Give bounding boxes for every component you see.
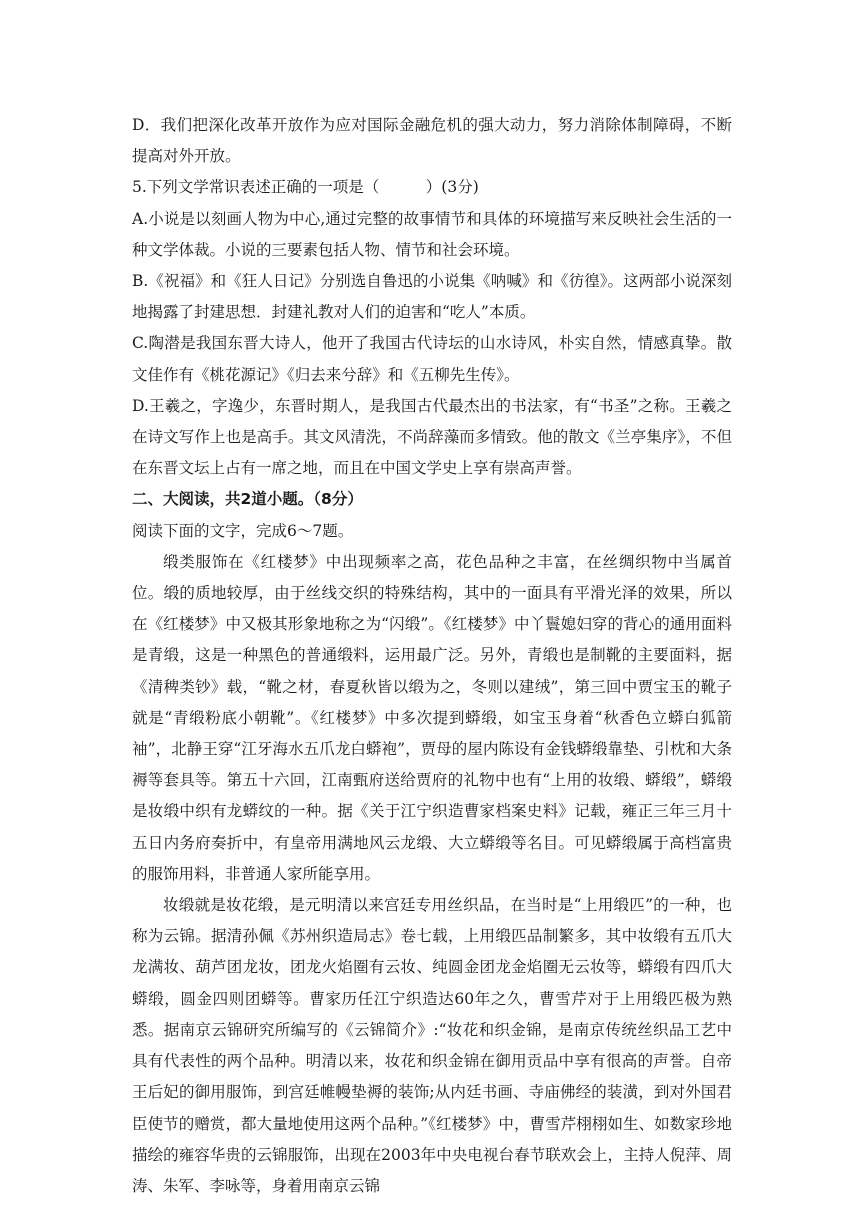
section-title: 二、大阅读，共2道小题。（8分）: [132, 490, 363, 509]
reading-paragraph-1: 缎类服饰在《红楼梦》中出现频率之高，花色品种之丰富，在丝绸织物中当属首位。缎的质地较厚，由于丝线交织的特殊结构，其中的一面具有平滑光泽的效果，所以在《红楼梦》中又极其形象地称之为“闪缎”。《红楼梦》中丫鬟媳妇穿的背心的通用面料是青缎，这是一种黑色的普通缎料，运用最广泛。另外，青缎也是制靴的主要面料，据《清稗类钞》载，“靴之材，春夏秋皆以缎为之，冬则以建绒”，第三回中贾宝玉的靴子就是“青缎粉底小朝靴”。《红楼梦》中多次提到蟒缎，如宝玉身着“秋香色立蟒白狐箭袖”，北静王穿“江牙海水五爪龙白蟒袍”，贾母的屋内陈设有金钱蟒缎靠垫、引枕和大条褥等套具等。第五十六回，江南甄府送给贾府的礼物中也有“上用的妆缎、蟒缎”，蟒缎是妆缎中织有龙蟒纹的一种。据《关于江宁织造曹家档案史料》记载，雍正三年三月十五日内务府奏折中，有皇帝用满地风云龙缎、大立蟒缎等名目。可见蟒缎属于高档富贵的服饰用料，非普通人家所能享用。: [132, 552, 732, 883]
question5-option-b: B.《祝福》和《狂人日记》分别选自鲁迅的小说集《呐喊》和《彷徨》。这两部小说深刻地揭露了封建思想．封建礼教对人们的迫害和“吃人”本质。: [132, 272, 732, 322]
reading-instruction: 阅读下面的文字，完成6～7题。: [132, 521, 354, 540]
reading-paragraph-2: 妆缎就是妆花缎，是元明清以来宫廷专用丝织品，在当时是“上用缎匹”的一种，也称为云锦。据清孙佩《苏州织造局志》卷七载，上用缎匹品制繁多，其中妆缎有五爪大龙满妆、葫芦团龙妆，团龙火焰圈有云妆、纯圆金团龙金焰圈无云妆等，蟒缎有四爪大蟒缎，圆金四则团蟒等。曹家历任江宁织造达60年之久，曹雪芹对于上用缎匹极为熟悉。据南京云锦研究所编写的《云锦简介》:“妆花和织金锦，是南京传统丝织品工艺中具有代表性的两个品种。明清以来，妆花和织金锦在御用贡品中享有很高的声誉。自帝王后妃的御用服饰，到宫廷帷幔垫褥的装饰;从内廷书画、寺庙佛经的装潢，到对外国君臣使节的赠赏，都大量地使用这两个品种。”《红楼梦》中，曹雪芹栩栩如生、如数家珍地描绘的雍容华贵的云锦服饰，出现在2003年中央电视台春节联欢会上，主持人倪萍、周涛、朱军、李咏等，身着用南京云锦: [132, 896, 732, 1195]
question4-option-d: D．我们把深化改革开放作为应对国际金融危机的强大动力，努力消除体制障碍，不断提高对外开放。: [132, 116, 732, 166]
question5-option-a: A.小说是以刻画人物为中心,通过完整的故事情节和具体的环境描写来反映社会生活的一种文学体裁。小说的三要素包括人物、情节和社会环境。: [132, 209, 732, 259]
question5-stem: 5.下列文学常识表述正确的一项是（ ）(3分): [132, 178, 479, 197]
question5-option-c: C.陶潜是我国东晋大诗人，他开了我国古代诗坛的山水诗风，朴实自然，情感真挚。散文佳作有《桃花源记》《归去来兮辞》和《五柳先生传》。: [132, 334, 732, 384]
question5-option-d: D.王羲之，字逸少，东晋时期人，是我国古代最杰出的书法家，有“书圣”之称。王羲之在诗文写作上也是高手。其文风清洗，不尚辞藻而多情致。他的散文《兰亭集序》，不但在东晋文坛上占有一席之地，而且在中国文学史上享有崇高声誉。: [132, 396, 732, 478]
